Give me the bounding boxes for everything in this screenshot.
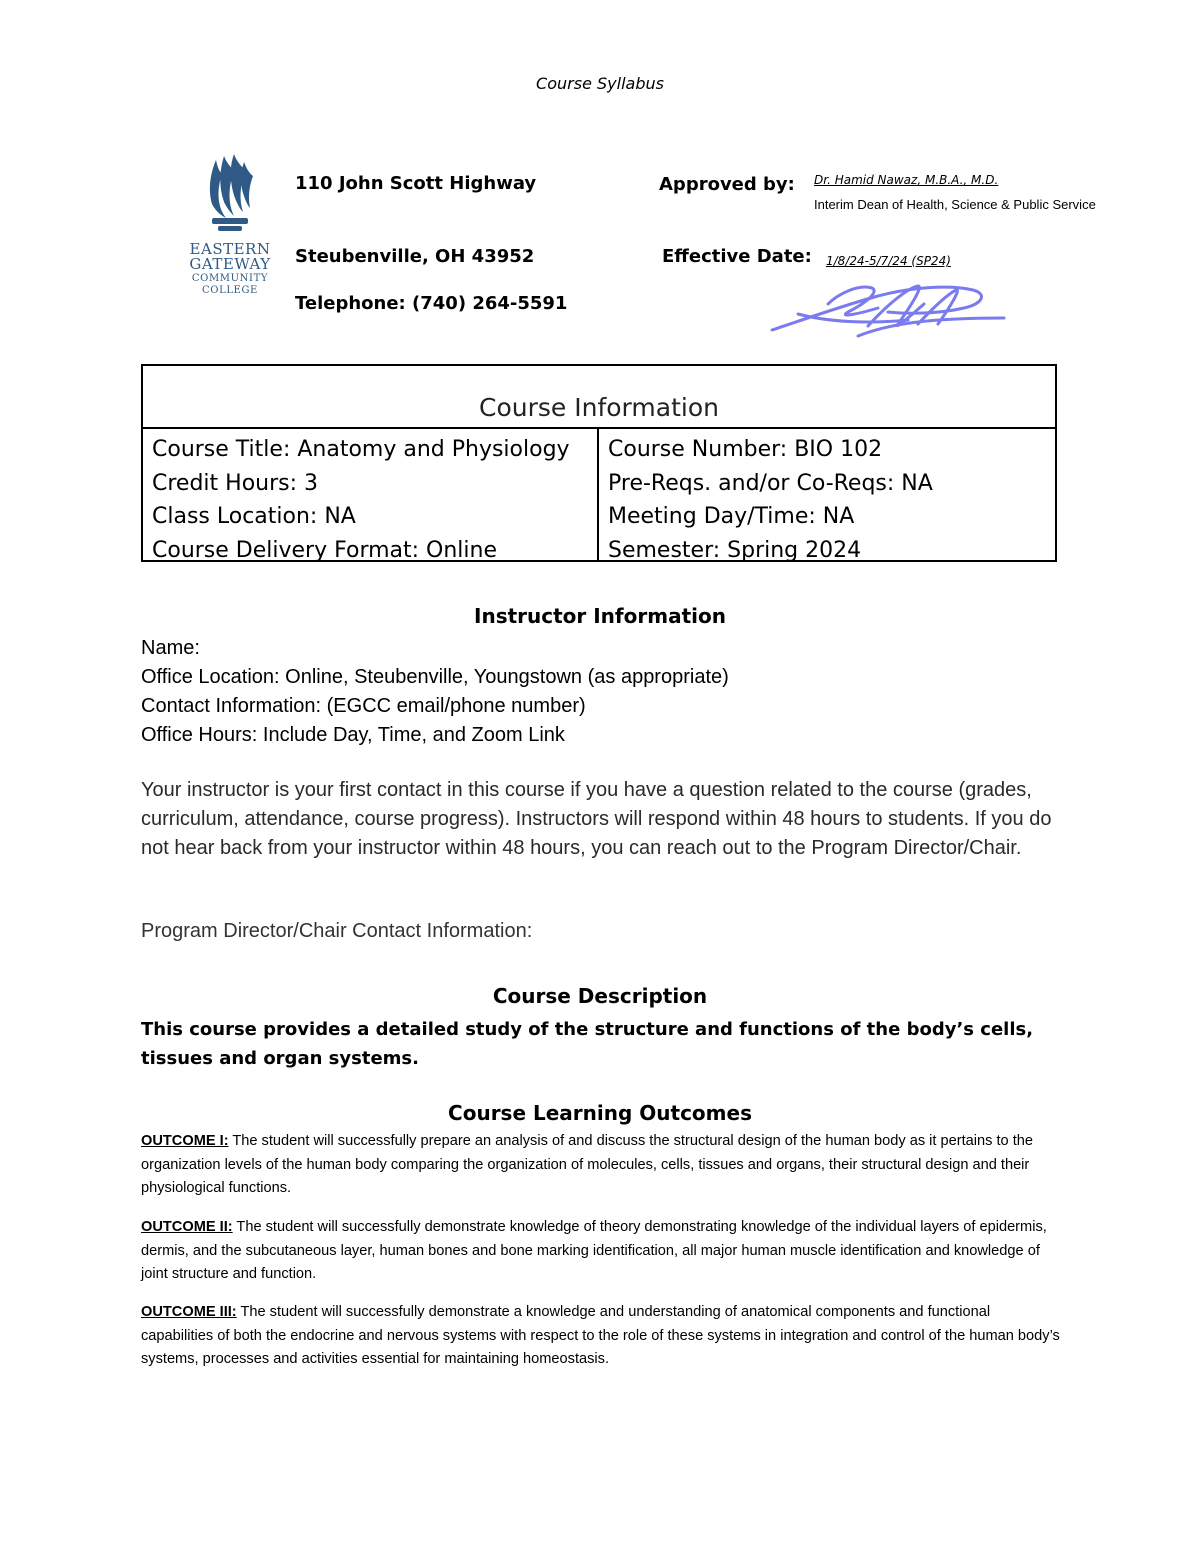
- course-description-heading: Course Description: [492, 984, 708, 1008]
- effective-date-label: Effective Date:: [662, 246, 812, 267]
- course-info-right-column: [599, 429, 1055, 563]
- outcome-text: The student will successfully demonstrate knowledge of theory demonstrating knowledge of the individual layers of epidermis, dermis, and the subcutaneous layer, human bones and bone marking identification, all major human muscle identification and knowledge of joint structure and function.: [141, 1219, 1047, 1283]
- program-director-contact: Program Director/Chair Contact Information:: [141, 920, 533, 942]
- outcome-item: [141, 1130, 1061, 1201]
- class-location: Class Location: NA: [152, 504, 356, 529]
- outcome-label: OUTCOME I:: [141, 1133, 229, 1149]
- approver-name: Dr. Hamid Nawaz, M.B.A., M.D.: [814, 173, 999, 187]
- logo-line-4: COLLEGE: [202, 285, 258, 296]
- approved-by-label: Approved by:: [659, 174, 795, 195]
- effective-date-value: 1/8/24-5/7/24 (SP24): [826, 254, 951, 268]
- logo-line-2: GATEWAY: [189, 255, 271, 273]
- outcome-item: [141, 1301, 1061, 1372]
- prerequisites: Pre-Reqs. and/or Co-Reqs: NA: [608, 470, 933, 496]
- outcome-item: [141, 1216, 1061, 1287]
- course-title: Course Title: Anatomy and Physiology: [152, 437, 570, 462]
- meeting-day-time: Meeting Day/Time: NA: [608, 504, 855, 529]
- logo-line-1: EASTERN: [189, 240, 271, 258]
- contact-information-line: Contact Information: (EGCC email/phone number): [141, 695, 586, 717]
- outcome-text: The student will successfully demonstrate a knowledge and understanding of anatomical components and functional capabilities of both the endocrine and nervous systems with respect to the role of these systems in integration and control of the human body’s systems, processes and activities essential for maintaining homeostasis.: [141, 1304, 1060, 1368]
- course-number: Course Number: BIO 102: [608, 437, 883, 462]
- address-telephone: Telephone: (740) 264-5591: [295, 293, 568, 314]
- approver-title: Interim Dean of Health, Science & Public Service: [814, 197, 1096, 212]
- course-info-left-column: [143, 429, 599, 563]
- course-information-table: [141, 364, 1057, 562]
- delivery-format: Course Delivery Format: Online: [152, 537, 498, 563]
- college-logo: [188, 152, 272, 302]
- learning-outcomes-heading: Course Learning Outcomes: [448, 1101, 752, 1125]
- instructor-name-line: Name:: [141, 637, 200, 659]
- logo-line-3: COMMUNITY: [191, 273, 269, 284]
- course-information-heading: Course Information: [143, 366, 1055, 429]
- signature-image: [768, 274, 1008, 346]
- outcome-label: OUTCOME II:: [141, 1219, 233, 1235]
- instructor-information-heading: Instructor Information: [474, 604, 726, 628]
- address-city: Steubenville, OH 43952: [295, 246, 535, 267]
- instructor-details: [141, 634, 1061, 750]
- course-description-text: This course provides a detailed study of the structure and functions of the body’s cells, tissues and organ systems.: [141, 1019, 1034, 1069]
- office-hours-line: Office Hours: Include Day, Time, and Zoom Link: [141, 724, 565, 746]
- flame-icon: [188, 152, 272, 242]
- semester: Semester: Spring 2024: [608, 537, 862, 563]
- outcome-label: OUTCOME III:: [141, 1304, 237, 1320]
- office-location-line: Office Location: Online, Steubenville, Youngstown (as appropriate): [141, 666, 729, 688]
- outcome-text: The student will successfully prepare an analysis of and discuss the structural design of the human body as it pertains to the organization levels of the human body comparing the organization of molecules, cells, tissues and organs, their structural design and their physiological functions.: [141, 1133, 1034, 1197]
- address-street: 110 John Scott Highway: [295, 173, 537, 194]
- document-header-title: Course Syllabus: [536, 74, 664, 93]
- credit-hours: Credit Hours: 3: [152, 470, 319, 496]
- instructor-contact-paragraph: Your instructor is your first contact in this course if you have a question related to the course (grades, curriculum, attendance, course progress). Instructors will respond within 48 hours to students. If you do not hear back from your instructor within 48 hours, you can reach out to the Program Director/Chair.: [141, 779, 1052, 859]
